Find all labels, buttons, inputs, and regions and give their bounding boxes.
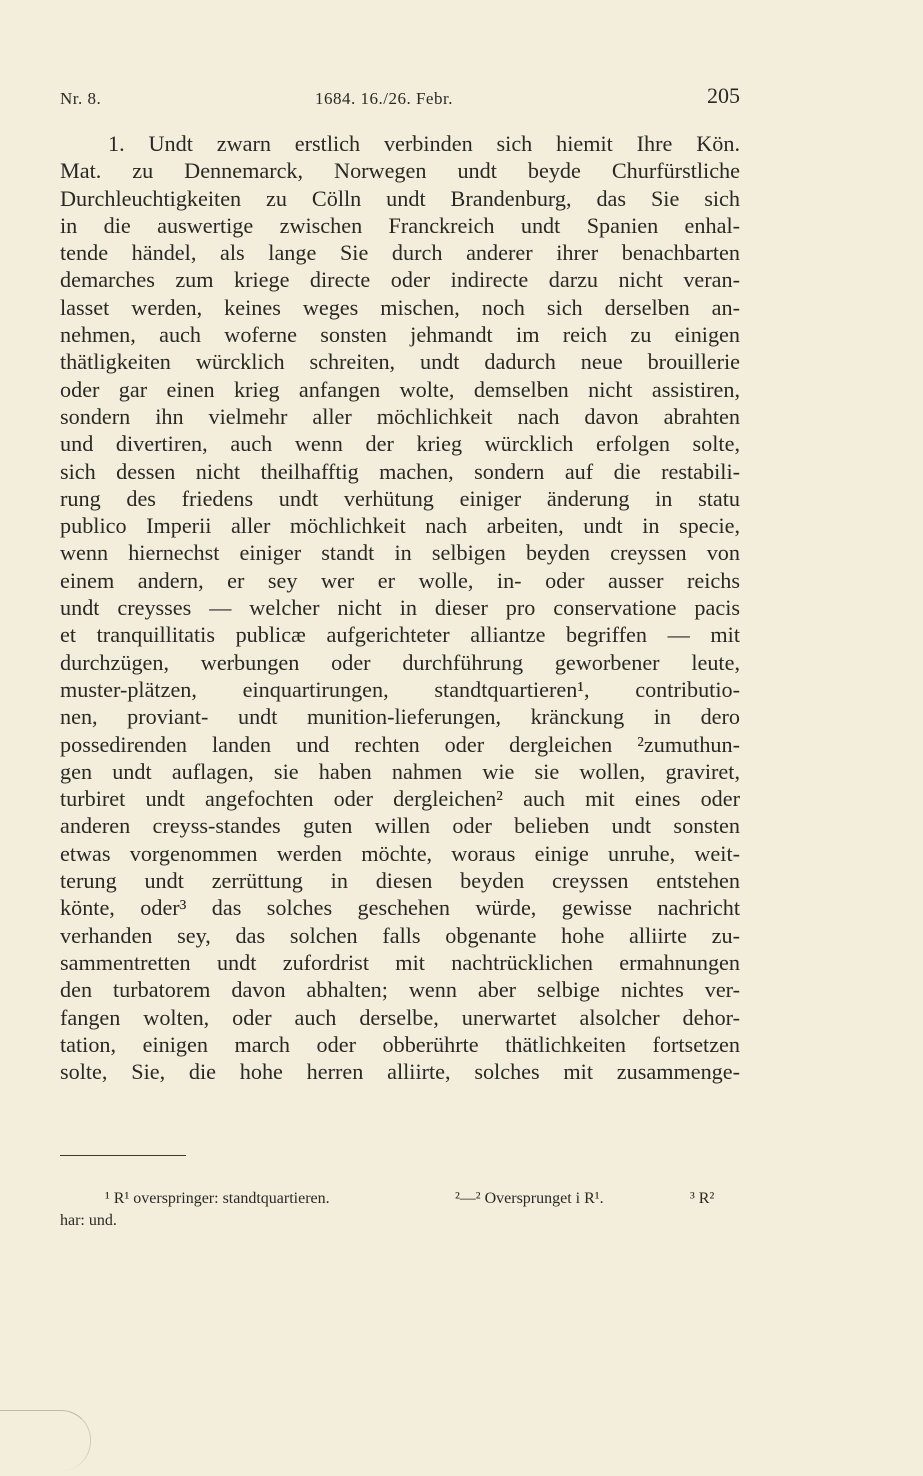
- body-line: solte, Sie, die hohe herren alliirte, solches mit zusammenge-: [60, 1059, 740, 1085]
- body-line: oder gar einen krieg anfangen wolte, demselben nicht assistiren,: [60, 376, 740, 402]
- footnote-line-2: [60, 1210, 740, 1232]
- body-line: anderen creyss-standes guten willen oder belieben undt sonsten: [60, 813, 740, 839]
- body-line: Durchleuchtigkeiten zu Cölln undt Brandenburg, das Sie sich: [60, 185, 740, 211]
- footnote-3: ³ R²: [690, 1190, 715, 1207]
- body-text: [60, 130, 740, 1085]
- body-line: wenn hiernechst einiger standt in selbigen beyden creyssen von: [60, 540, 740, 566]
- body-line: könte, oder³ das solches geschehen würde, gewisse nachricht: [60, 895, 740, 921]
- body-line: undt creysses — welcher nicht in dieser pro conservatione pacis: [60, 595, 740, 621]
- body-line: terung undt zerrüttung in diesen beyden creyssen entstehen: [60, 868, 740, 894]
- body-line: nehmen, auch woferne sonsten jehmandt im reich zu einigen: [60, 322, 740, 348]
- body-line: rung des friedens undt verhütung einiger änderung in statu: [60, 485, 740, 511]
- body-line: tende händel, als lange Sie durch anderer ihrer benachbarten: [60, 240, 740, 266]
- page-corner-mark: [0, 1410, 91, 1471]
- body-line: muster-plätzen, einquartirungen, standtquartieren¹, contributio-: [60, 676, 740, 702]
- body-line: etwas vorgenommen werden möchte, woraus einige unruhe, weit-: [60, 840, 740, 866]
- body-line: einem andern, er sey wer er wolle, in- oder ausser reichs: [60, 567, 740, 593]
- footnote-line-1: [60, 1188, 740, 1210]
- body-line: sich dessen nicht theilhafftig machen, sondern auf die restabili-: [60, 458, 740, 484]
- body-line: verhanden sey, das solchen falls obgenante hohe alliirte zu-: [60, 922, 740, 948]
- body-line: fangen wolten, oder auch derselbe, unerwartet alsolcher dehor-: [60, 1004, 740, 1030]
- body-line: et tranquillitatis publicæ aufgerichteter alliantze begriffen — mit: [60, 622, 740, 648]
- body-line: turbiret undt angefochten oder dergleichen² auch mit eines oder: [60, 786, 740, 812]
- body-line: 1. Undt zwarn erstlich verbinden sich hiemit Ihre Kön.: [108, 131, 740, 156]
- body-line: publico Imperii aller möchlichkeit nach arbeiten, undt in specie,: [60, 513, 740, 539]
- body-line: sondern ihn vielmehr aller möchlichkeit nach davon abrahten: [60, 403, 740, 429]
- body-line: thätligkeiten würcklich schreiten, undt dadurch neue brouillerie: [60, 349, 740, 375]
- footnote-divider: [60, 1155, 186, 1156]
- footnote-2: ²—² Oversprunget i R¹.: [455, 1190, 604, 1207]
- document-number: Nr. 8.: [60, 89, 102, 108]
- body-line: nen, proviant- undt munition-lieferungen, kränckung in dero: [60, 704, 740, 730]
- footnote-3-continued: har: und.: [60, 1212, 117, 1229]
- footnote-1: ¹ R¹ overspringer: standtquartieren.: [105, 1190, 330, 1207]
- document-date: 1684. 16./26. Febr.: [315, 89, 453, 108]
- body-line: Mat. zu Dennemarck, Norwegen undt beyde Churfürstliche: [60, 158, 740, 184]
- running-header: [60, 83, 740, 113]
- body-line: und divertiren, auch wenn der krieg würcklich erfolgen solte,: [60, 431, 740, 457]
- body-line: gen undt auflagen, sie haben nahmen wie sie wollen, graviret,: [60, 758, 740, 784]
- body-line: durchzügen, werbungen oder durchführung geworbener leute,: [60, 649, 740, 675]
- footnotes: [60, 1188, 740, 1232]
- body-line: sammentretten undt zufordrist mit nachtrücklichen ermahnungen: [60, 949, 740, 975]
- body-line: tation, einigen march oder obberührte thätlichkeiten fortsetzen: [60, 1031, 740, 1057]
- body-line: demarches zum kriege directe oder indirecte darzu nicht veran-: [60, 267, 740, 293]
- page-number: 205: [707, 83, 740, 108]
- body-line: lasset werden, keines weges mischen, noch sich derselben an-: [60, 294, 740, 320]
- body-line: in die auswertige zwischen Franckreich undt Spanien enhal-: [60, 212, 740, 238]
- body-line: possedirenden landen und rechten oder dergleichen ²zumuthun-: [60, 731, 740, 757]
- body-line: den turbatorem davon abhalten; wenn aber selbige nichtes ver-: [60, 977, 740, 1003]
